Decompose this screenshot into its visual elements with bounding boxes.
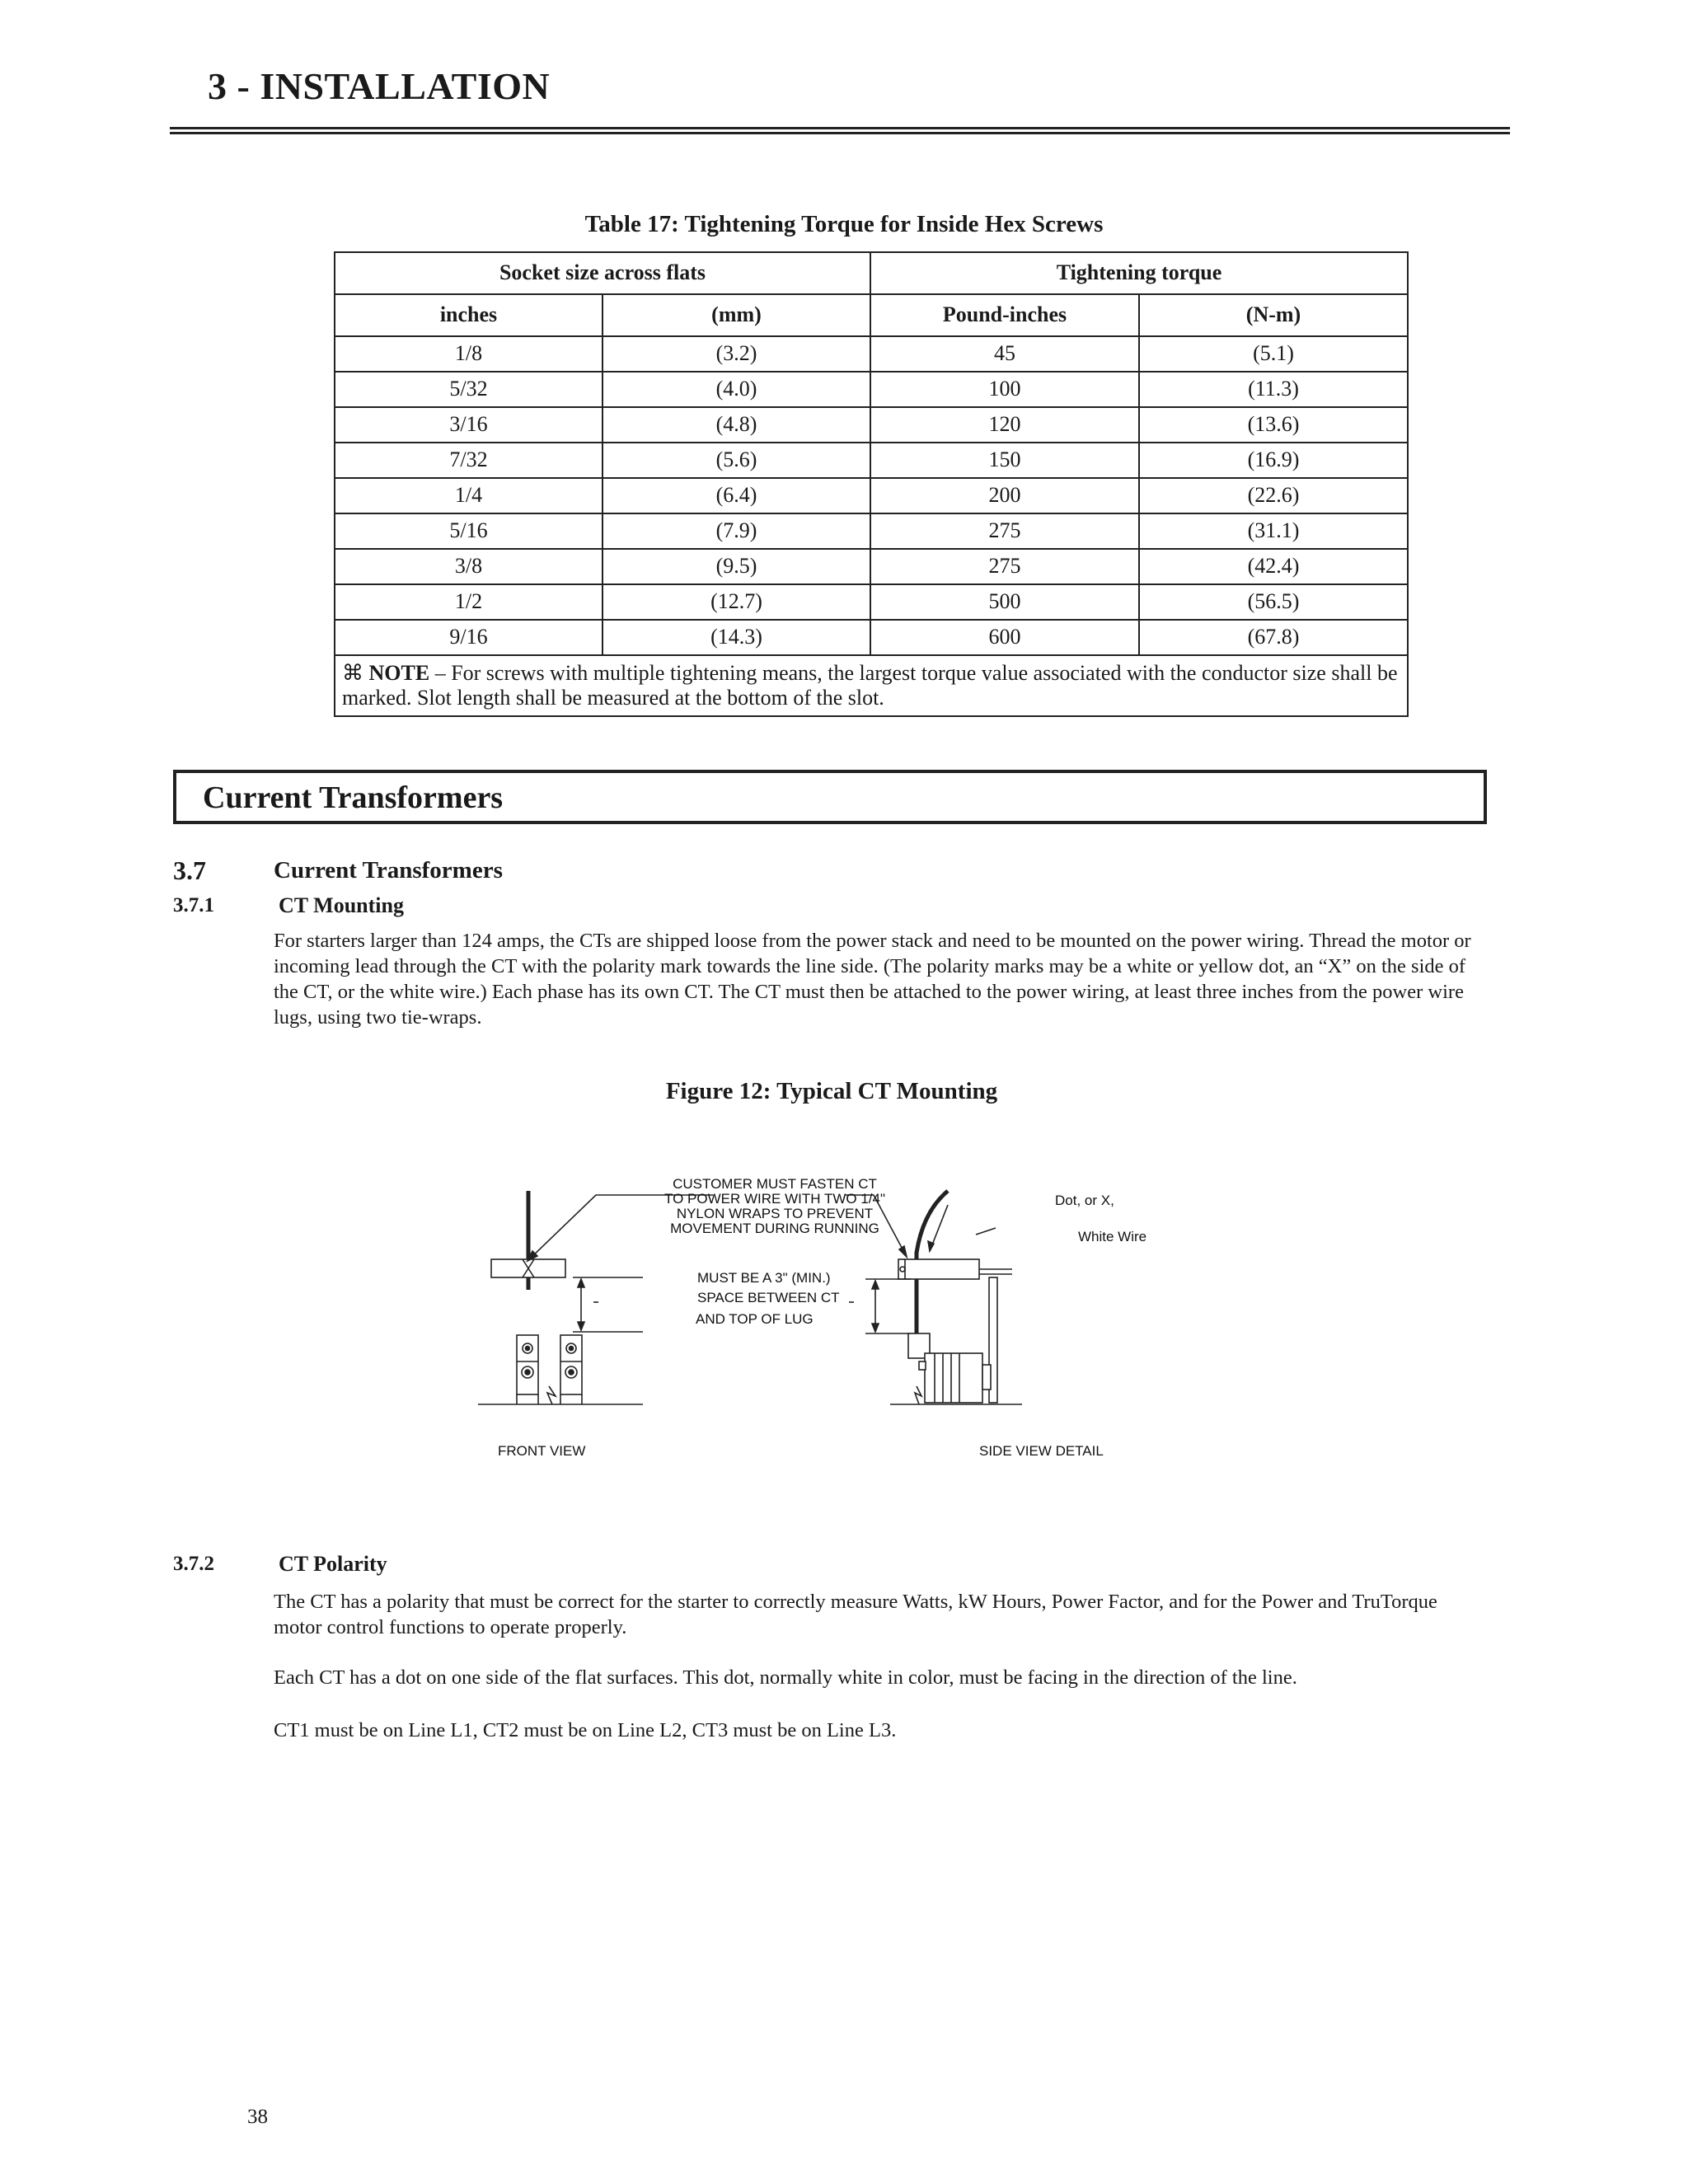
table-cell: (42.4) bbox=[1139, 549, 1408, 584]
header-rule-bottom bbox=[170, 132, 1510, 134]
table-cell: 275 bbox=[870, 513, 1139, 549]
label-fasten-line-1: CUSTOMER MUST FASTEN CT bbox=[673, 1176, 877, 1192]
table-note bbox=[335, 655, 1408, 716]
table-cell: (13.6) bbox=[1139, 407, 1408, 443]
table-note-row bbox=[335, 655, 1408, 716]
table-cell: (16.9) bbox=[1139, 443, 1408, 478]
table-row bbox=[335, 584, 1408, 620]
ct-polarity-paragraph-3: CT1 must be on Line L1, CT2 must be on Line L2, CT3 must be on Line L3. bbox=[274, 1719, 897, 1741]
table-cell: (5.6) bbox=[603, 443, 870, 478]
table-cell: 100 bbox=[870, 372, 1139, 407]
subsection-number-ct-mounting: 3.7.1 bbox=[173, 894, 214, 916]
table-cell: 3/16 bbox=[335, 407, 603, 443]
label-front-view: FRONT VIEW bbox=[498, 1443, 586, 1459]
table-cell: (3.2) bbox=[603, 336, 870, 372]
ct-polarity-paragraph-1: The CT has a polarity that must be correct for the starter to correctly measure Watts, kW Hours, Power Factor, and for the Power and TruTorque motor control functions to operate properly. bbox=[274, 1591, 1437, 1638]
table-caption: Table 17: Tightening Torque for Inside Hex Screws bbox=[584, 211, 1104, 237]
terminal-block-side bbox=[925, 1353, 982, 1403]
table-cell: 9/16 bbox=[335, 620, 603, 655]
label-fasten-line-2: TO POWER WIRE WITH TWO 1/4" bbox=[664, 1191, 885, 1207]
table-row bbox=[335, 372, 1408, 407]
group-header-socket: Socket size across flats bbox=[335, 252, 870, 294]
table-row bbox=[335, 407, 1408, 443]
ct-side bbox=[898, 1259, 979, 1279]
column-header: (mm) bbox=[603, 294, 870, 336]
table-cell: (5.1) bbox=[1139, 336, 1408, 372]
ct-mounting-diagram bbox=[462, 1146, 1203, 1475]
figure-caption: Figure 12: Typical CT Mounting bbox=[665, 1078, 998, 1104]
table-cell: (12.7) bbox=[603, 584, 870, 620]
table-cell: (22.6) bbox=[1139, 478, 1408, 513]
table-cell: 1/2 bbox=[335, 584, 603, 620]
torque-table bbox=[334, 251, 1409, 717]
table-cell: 150 bbox=[870, 443, 1139, 478]
table-group-header-row bbox=[335, 252, 1408, 294]
label-dot-or-x: Dot, or X, bbox=[1055, 1193, 1114, 1208]
table-cell: (56.5) bbox=[1139, 584, 1408, 620]
table-cell: (9.5) bbox=[603, 549, 870, 584]
table-column-header-row bbox=[335, 294, 1408, 336]
column-header: (N-m) bbox=[1139, 294, 1408, 336]
table-cell: (4.0) bbox=[603, 372, 870, 407]
table-cell: 3/8 bbox=[335, 549, 603, 584]
label-white-wire: White Wire bbox=[1078, 1229, 1147, 1244]
column-header: Pound-inches bbox=[870, 294, 1139, 336]
table-cell: (14.3) bbox=[603, 620, 870, 655]
table-cell: (11.3) bbox=[1139, 372, 1408, 407]
lug-front-2 bbox=[560, 1335, 582, 1394]
label-side-view: SIDE VIEW DETAIL bbox=[979, 1443, 1104, 1459]
group-header-torque: Tightening torque bbox=[870, 252, 1408, 294]
lug-front-1 bbox=[517, 1335, 538, 1394]
table-cell: 200 bbox=[870, 478, 1139, 513]
table-cell: (67.8) bbox=[1139, 620, 1408, 655]
column-header: inches bbox=[335, 294, 603, 336]
table-row bbox=[335, 478, 1408, 513]
note-symbol: ⌘ bbox=[342, 661, 363, 685]
table-cell: (4.8) bbox=[603, 407, 870, 443]
label-spacing-line-3: AND TOP OF LUG bbox=[696, 1311, 814, 1327]
note-text: – For screws with multiple tightening means, the largest torque value associated with the conductor size shall be marked. Slot length shall be measured at the bottom of the slot. bbox=[342, 661, 1398, 710]
table-cell: 500 bbox=[870, 584, 1139, 620]
label-spacing-line-2: SPACE BETWEEN CT bbox=[697, 1290, 840, 1305]
chapter-title: 3 - INSTALLATION bbox=[208, 65, 551, 107]
label-fasten-line-4: MOVEMENT DURING RUNNING bbox=[670, 1221, 879, 1236]
table-row bbox=[335, 549, 1408, 584]
table-row bbox=[335, 620, 1408, 655]
table-cell: 5/32 bbox=[335, 372, 603, 407]
table-cell: 1/8 bbox=[335, 336, 603, 372]
table-cell: (7.9) bbox=[603, 513, 870, 549]
table-cell: 5/16 bbox=[335, 513, 603, 549]
table-row bbox=[335, 513, 1408, 549]
table-row bbox=[335, 336, 1408, 372]
table-cell: 45 bbox=[870, 336, 1139, 372]
label-spacing-line-1: MUST BE A 3" (MIN.) bbox=[697, 1270, 831, 1286]
table-cell: 275 bbox=[870, 549, 1139, 584]
header-rule-top bbox=[170, 127, 1510, 129]
table-cell: 1/4 bbox=[335, 478, 603, 513]
note-label: NOTE bbox=[368, 661, 430, 685]
table-cell: (6.4) bbox=[603, 478, 870, 513]
subsection-title-ct-polarity: CT Polarity bbox=[279, 1552, 387, 1576]
table-cell: 7/32 bbox=[335, 443, 603, 478]
page-number: 38 bbox=[247, 2106, 268, 2128]
section-banner-title: Current Transformers bbox=[203, 780, 504, 815]
table-cell: 600 bbox=[870, 620, 1139, 655]
section-number: 3.7 bbox=[173, 855, 206, 885]
section-title: Current Transformers bbox=[274, 857, 503, 883]
table-row bbox=[335, 443, 1408, 478]
label-fasten-line-3: NYLON WRAPS TO PREVENT bbox=[676, 1206, 874, 1221]
ct-polarity-paragraph-2: Each CT has a dot on one side of the flat surfaces. This dot, normally white in color, must be facing in the direction of the line. bbox=[274, 1666, 1297, 1689]
ct-mounting-paragraph: For starters larger than 124 amps, the CTs are shipped loose from the power stack and need to be mounted on the power wiring. Thread the motor or incoming lead through the CT with the polarity mark towards the line side. (The polarity marks may be a white or yellow dot, an “X” on the side of the CT, or the white wire.) Each phase has its own CT. The CT must then be attached to the power wiring, at least three inches from the power wire lugs, using two tie-wraps. bbox=[274, 930, 1471, 1029]
table-cell: 120 bbox=[870, 407, 1139, 443]
table-cell: (31.1) bbox=[1139, 513, 1408, 549]
subsection-number-ct-polarity: 3.7.2 bbox=[173, 1553, 214, 1575]
subsection-title-ct-mounting: CT Mounting bbox=[279, 893, 404, 917]
